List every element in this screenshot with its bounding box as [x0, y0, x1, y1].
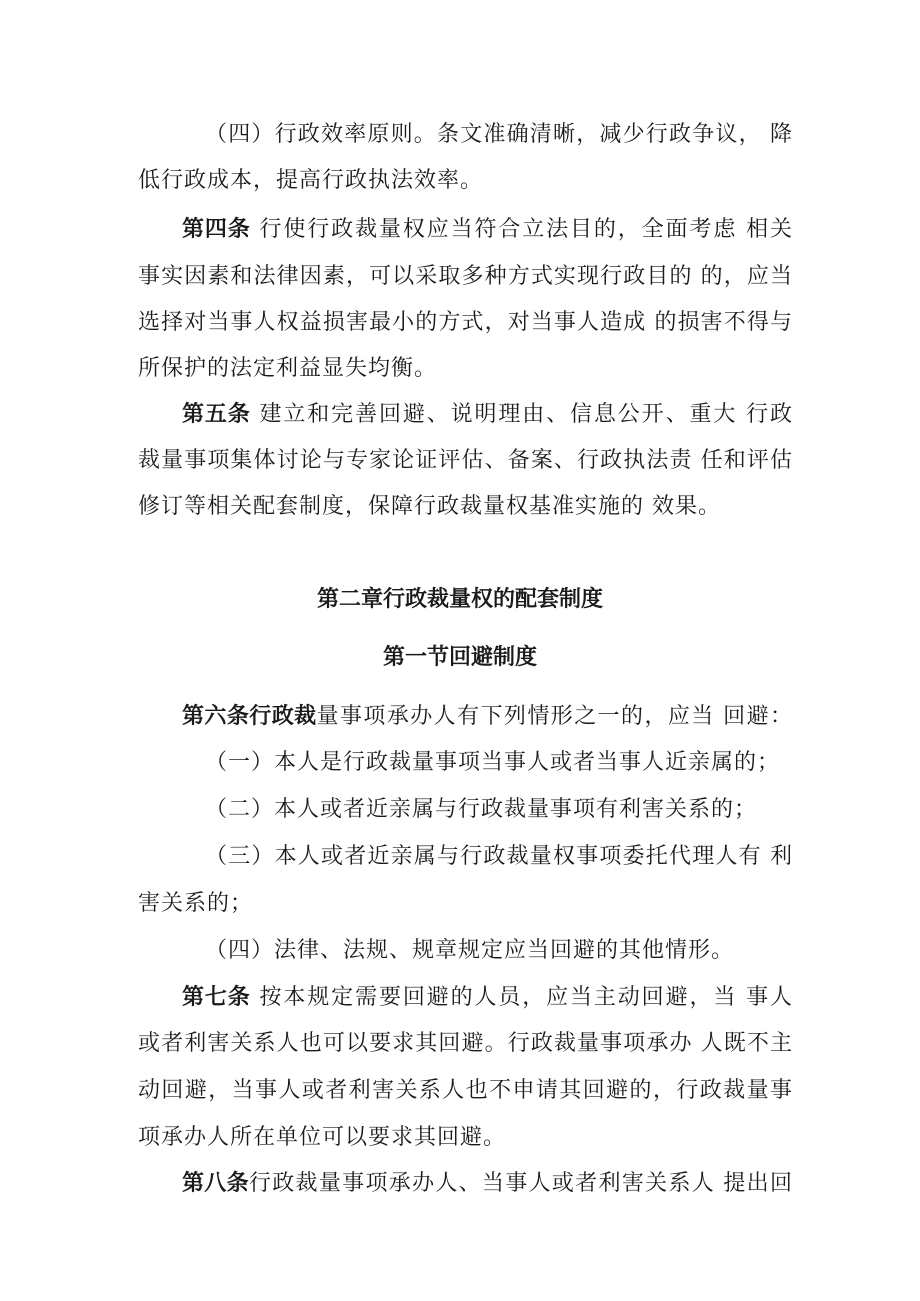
- article-6-line-1: [182, 702, 793, 732]
- article-7-label: 第七条: [182, 985, 251, 1010]
- article-5-line-3: 修订等相关配套制度，保障行政裁量权基准实施的 效果。: [138, 494, 721, 519]
- article-6-item-2: （二）本人或者近亲属与行政裁量事项有利害关系的；: [205, 797, 758, 822]
- section-title: 第一节回避制度: [382, 645, 537, 670]
- article-8-text: 行政裁量事项承办人、当事人或者利害关系人 提出回: [248, 1171, 793, 1196]
- article-5-label: 第五条: [182, 402, 251, 427]
- article-6-label: 第六条行政裁: [182, 704, 317, 729]
- article-5-text: 建立和完善回避、说明理由、信息公开、重大 行政: [250, 402, 793, 427]
- article-7-text: 按本规定需要回避的人员，应当主动回避，当 事人: [250, 985, 793, 1010]
- article-4-line-4: 所保护的法定利益显失均衡。: [138, 356, 438, 381]
- clause-item-4-line-1: （四）行政效率原则。条文准确清晰，减少行政争议， 降: [205, 122, 793, 147]
- article-4-line-1: [182, 215, 793, 245]
- chapter-title: 第二章行政裁量权的配套制度: [316, 587, 603, 612]
- article-7-line-2: 或者利害关系人也可以要求其回避。行政裁量事项承办 人既不主: [138, 1031, 793, 1056]
- article-4-line-3: 选择对当事人权益损害最小的方式，对当事人造成 的损害不得与: [138, 310, 793, 335]
- article-4-text: 行使行政裁量权应当符合立法目的，全面考虑 相关: [250, 217, 793, 242]
- article-5-line-2: 裁量事项集体讨论与专家论证评估、备案、行政执法责 任和评估: [138, 448, 793, 473]
- clause-item-4-line-2: 低行政成本，提高行政执法效率。: [138, 168, 484, 193]
- article-7-line-1: [182, 983, 793, 1013]
- article-6-item-4: （四）法律、法规、规章规定应当回避的其他情形。: [205, 938, 735, 963]
- article-4-line-2: 事实因素和法律因素，可以采取多种方式实现行政目的 的，应当: [138, 264, 793, 289]
- article-5-line-1: [182, 400, 793, 430]
- article-6-item-3-line-2: 害关系的；: [138, 891, 254, 916]
- article-6-item-3-line-1: （三）本人或者近亲属与行政裁量权事项委托代理人有 利: [205, 844, 793, 869]
- article-6-text: 量事项承办人有下列情形之一的，应当 回避：: [316, 704, 793, 729]
- article-7-line-3: 动回避，当事人或者利害关系人也不申请其回避的，行政裁量事: [138, 1078, 793, 1103]
- article-8-line-1: [182, 1169, 793, 1199]
- article-8-label: 第八条: [182, 1171, 249, 1196]
- article-6-item-1: （一）本人是行政裁量事项当事人或者当事人近亲属的；: [205, 750, 781, 775]
- article-7-line-4: 项承办人所在单位可以要求其回避。: [138, 1125, 507, 1150]
- article-4-label: 第四条: [182, 217, 251, 242]
